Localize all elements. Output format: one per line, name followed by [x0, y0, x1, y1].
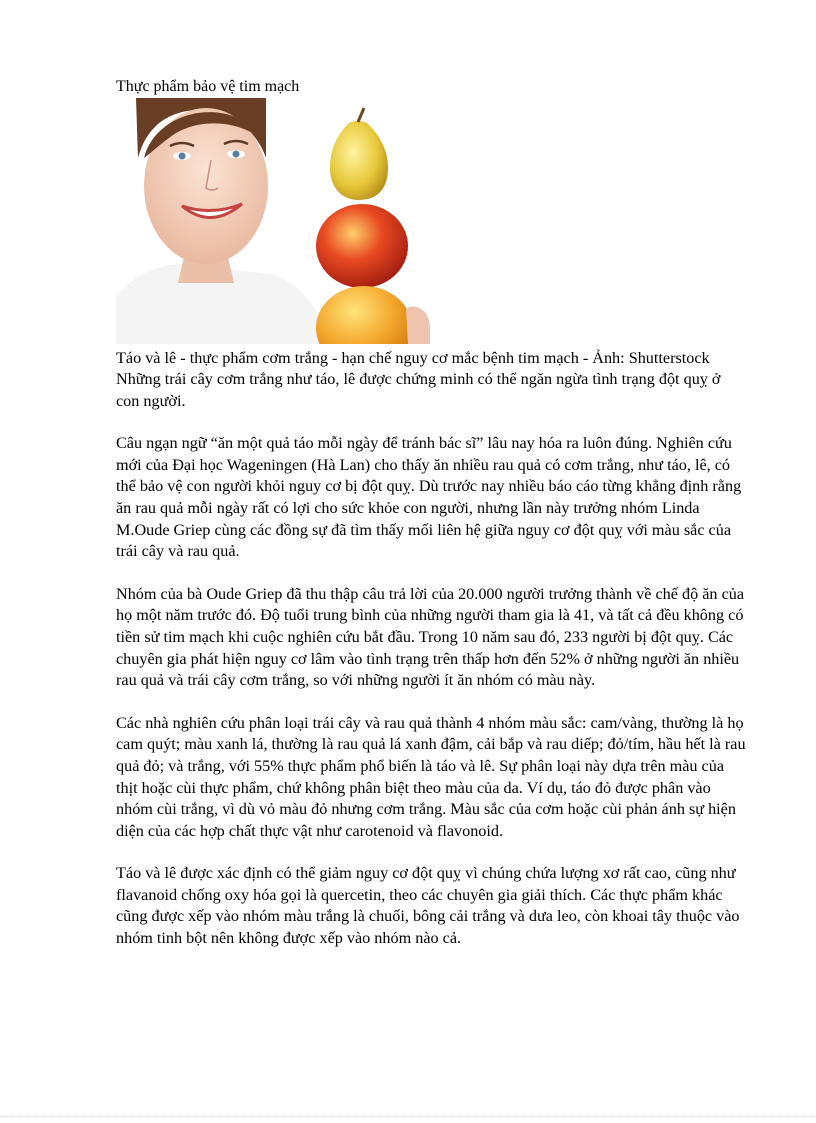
photo-caption: Táo và lê - thực phẩm cơm trắng - hạn chế nguy cơ mắc bệnh tim mạch - Ảnh: Shutterstock — [116, 349, 710, 367]
orange — [316, 286, 412, 344]
woman-with-fruit-illustration — [116, 98, 438, 344]
apple — [316, 204, 408, 288]
document-page — [116, 76, 746, 950]
paragraph-5: Táo và lê được xác định có thể giảm nguy cơ đột quỵ vì chúng chứa lượng xơ rất cao, cũng như flavanoid chống oxy hóa gọi là quercetin, theo các chuyên gia giải thích. Các thực phẩm khác cũng được xếp vào nhóm màu trắng là chuối, bông cải trắng và dưa leo, còn khoai tây thuộc vào nhóm tinh bột nên không được xếp vào nhóm nào cả. — [116, 864, 740, 948]
paragraph-2: Câu ngạn ngữ “ăn một quả táo mỗi ngày để tránh bác sĩ” lâu nay hóa ra luôn đúng. Nghiên cứu mới của Đại học Wageningen (Hà Lan) cho thấy ăn nhiều rau quả có cơm trắng, như táo, lê, có thể bảo vệ con người khỏi nguy cơ bị đột quỵ. Dù trước nay nhiều báo cáo từng khẳng định rằng ăn rau quả mỗi ngày rất có lợi cho sức khỏe con người, nhưng lần này trưởng nhóm Linda M.Oude Griep cùng các đồng sự đã tìm thấy mối liên hệ giữa nguy cơ đột quỵ với màu sắc của trái cây và rau quả. — [116, 434, 742, 561]
document-title: Thực phẩm bảo vệ tim mạch — [116, 78, 300, 95]
paragraph-3: Nhóm của bà Oude Griep đã thu thập câu trả lời của 20.000 người trưởng thành về chế độ ăn của họ một năm trước đó. Độ tuổi trung bình của những người tham gia là 41, và tất cả đều không có tiền sử tim mạch khi cuộc nghiên cứu bắt đầu. Trong 10 năm sau đó, 233 người bị đột quỵ. Các chuyên gia phát hiện nguy cơ lâm vào tình trạng trên thấp hơn đến 52% ở những người ăn nhiều rau quả và trái cây cơm trắng, so với những người ít ăn nhóm có màu này. — [116, 584, 745, 690]
pear — [330, 121, 388, 200]
paragraph-4: Các nhà nghiên cứu phân loại trái cây và rau quả thành 4 nhóm màu sắc: cam/vàng, thường là họ cam quýt; màu xanh lá, thường là rau quả lá xanh đậm, cải bắp và rau diếp; đỏ/tím, hầu hết là rau quả đỏ; và trắng, với 55% thực phẩm phổ biến là táo và lê. Sự phân loại này dựa trên màu của thịt hoặc cùi thực phẩm, chứ không phân biệt theo màu của da. Ví dụ, táo đỏ được phân vào nhóm cùi trắng, vì dù vỏ màu đỏ nhưng cơm trắng. Màu sắc của cơm hoặc cùi phản ánh sự hiện diện của các hợp chất thực vật như carotenoid và flavonoid. — [116, 713, 746, 840]
page-bottom-divider — [0, 1116, 816, 1117]
paragraph-1: Những trái cây cơm trắng như táo, lê được chứng minh có thể ngăn ngừa tình trạng đột quỵ ở con người. — [116, 370, 721, 410]
article-photo — [116, 98, 438, 344]
